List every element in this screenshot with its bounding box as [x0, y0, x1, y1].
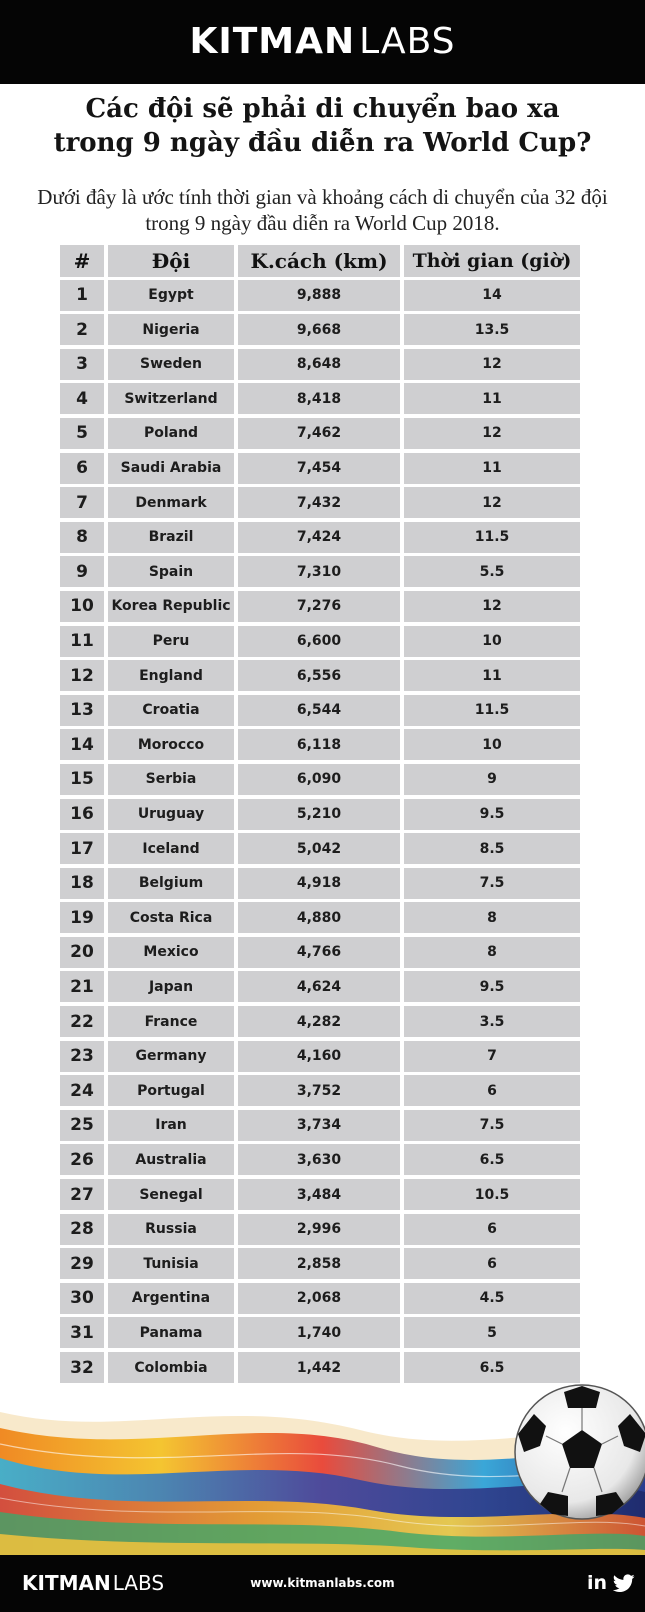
cell-time: 6: [404, 1214, 580, 1245]
table-row: [60, 556, 580, 591]
cell-time: 6.5: [404, 1144, 580, 1175]
footer-brand-light: LABS: [112, 1571, 165, 1595]
cell-rank: 1: [60, 280, 104, 311]
cell-team: Egypt: [108, 280, 234, 311]
page-subtitle: [0, 184, 645, 236]
table-row: [60, 1179, 580, 1214]
cell-time: 10: [404, 626, 580, 657]
cell-time: 8: [404, 902, 580, 933]
cell-team: Sweden: [108, 349, 234, 380]
cell-team: Korea Republic: [108, 591, 234, 622]
cell-team: Iceland: [108, 833, 234, 864]
table-row: [60, 383, 580, 418]
table-row: [60, 937, 580, 972]
table-row: [60, 971, 580, 1006]
cell-time: 10: [404, 729, 580, 760]
cell-distance: 7,310: [238, 556, 400, 587]
cell-rank: 30: [60, 1283, 104, 1314]
table-row: [60, 349, 580, 384]
cell-rank: 25: [60, 1110, 104, 1141]
cell-rank: 7: [60, 487, 104, 518]
cell-distance: 4,918: [238, 868, 400, 899]
cell-team: Australia: [108, 1144, 234, 1175]
cell-time: 4.5: [404, 1283, 580, 1314]
cell-distance: 6,556: [238, 660, 400, 691]
cell-rank: 20: [60, 937, 104, 968]
cell-team: Japan: [108, 971, 234, 1002]
cell-rank: 10: [60, 591, 104, 622]
cell-time: 7: [404, 1041, 580, 1072]
cell-rank: 31: [60, 1317, 104, 1348]
cell-distance: 3,484: [238, 1179, 400, 1210]
table-row: [60, 695, 580, 730]
cell-rank: 17: [60, 833, 104, 864]
table-row: [60, 1352, 580, 1387]
cell-rank: 32: [60, 1352, 104, 1383]
cell-rank: 28: [60, 1214, 104, 1245]
cell-distance: 6,118: [238, 729, 400, 760]
table-row: [60, 280, 580, 315]
table-row: [60, 487, 580, 522]
cell-time: 11.5: [404, 522, 580, 553]
cell-team: Portugal: [108, 1075, 234, 1106]
table-row: [60, 314, 580, 349]
cell-rank: 15: [60, 764, 104, 795]
cell-rank: 24: [60, 1075, 104, 1106]
twitter-icon[interactable]: [613, 1574, 635, 1593]
subtitle-line-2: trong 9 ngày đầu diễn ra World Cup 2018.: [145, 211, 500, 235]
table-row: [60, 764, 580, 799]
table-row: [60, 902, 580, 937]
cell-team: Senegal: [108, 1179, 234, 1210]
cell-distance: 8,418: [238, 383, 400, 414]
cell-time: 6: [404, 1075, 580, 1106]
cell-team: Colombia: [108, 1352, 234, 1383]
cell-rank: 8: [60, 522, 104, 553]
cell-team: Switzerland: [108, 383, 234, 414]
table-row: [60, 1214, 580, 1249]
cell-time: 6: [404, 1248, 580, 1279]
cell-time: 3.5: [404, 1006, 580, 1037]
cell-team: Iran: [108, 1110, 234, 1141]
cell-distance: 7,424: [238, 522, 400, 553]
cell-time: 7.5: [404, 1110, 580, 1141]
cell-rank: 5: [60, 418, 104, 449]
cell-time: 5: [404, 1317, 580, 1348]
table-row: [60, 522, 580, 557]
cell-distance: 7,276: [238, 591, 400, 622]
kitman-labs-logo: [189, 21, 456, 62]
cell-team: Costa Rica: [108, 902, 234, 933]
page-title: [0, 92, 645, 160]
table-row: [60, 1283, 580, 1318]
cell-time: 12: [404, 487, 580, 518]
cell-distance: 4,160: [238, 1041, 400, 1072]
cell-team: Argentina: [108, 1283, 234, 1314]
cell-time: 9.5: [404, 971, 580, 1002]
cell-time: 14: [404, 280, 580, 311]
cell-rank: 27: [60, 1179, 104, 1210]
cell-rank: 22: [60, 1006, 104, 1037]
cell-distance: 6,090: [238, 764, 400, 795]
column-header-distance: K.cách (km): [238, 245, 400, 277]
cell-distance: 1,740: [238, 1317, 400, 1348]
table-header-row: [60, 245, 580, 280]
cell-time: 11: [404, 453, 580, 484]
cell-team: England: [108, 660, 234, 691]
cell-distance: 3,630: [238, 1144, 400, 1175]
table-row: [60, 453, 580, 488]
column-header-time: Thời gian (giờ): [404, 245, 580, 277]
table-row: [60, 729, 580, 764]
column-header-rank: #: [60, 245, 104, 277]
travel-table: [60, 245, 580, 1387]
cell-rank: 18: [60, 868, 104, 899]
title-line-1: Các đội sẽ phải di chuyển bao xa: [85, 94, 560, 124]
table-row: [60, 660, 580, 695]
cell-team: Poland: [108, 418, 234, 449]
cell-rank: 6: [60, 453, 104, 484]
cell-distance: 4,282: [238, 1006, 400, 1037]
cell-team: Uruguay: [108, 799, 234, 830]
cell-team: Denmark: [108, 487, 234, 518]
table-row: [60, 799, 580, 834]
cell-time: 8.5: [404, 833, 580, 864]
cell-time: 11: [404, 383, 580, 414]
cell-distance: 5,210: [238, 799, 400, 830]
cell-rank: 16: [60, 799, 104, 830]
cell-distance: 9,668: [238, 314, 400, 345]
cell-distance: 7,432: [238, 487, 400, 518]
bottom-bar: [0, 1555, 645, 1612]
cell-time: 5.5: [404, 556, 580, 587]
cell-team: Saudi Arabia: [108, 453, 234, 484]
table-row: [60, 1248, 580, 1283]
cell-time: 12: [404, 591, 580, 622]
cell-rank: 26: [60, 1144, 104, 1175]
cell-time: 12: [404, 349, 580, 380]
cell-distance: 4,766: [238, 937, 400, 968]
cell-rank: 3: [60, 349, 104, 380]
cell-distance: 9,888: [238, 280, 400, 311]
cell-time: 6.5: [404, 1352, 580, 1383]
cell-rank: 13: [60, 695, 104, 726]
social-links: [587, 1572, 635, 1594]
table-row: [60, 833, 580, 868]
column-header-team: Đội: [108, 245, 234, 277]
linkedin-icon[interactable]: in: [586, 1572, 607, 1594]
cell-rank: 11: [60, 626, 104, 657]
cell-rank: 19: [60, 902, 104, 933]
cell-team: Tunisia: [108, 1248, 234, 1279]
cell-distance: 1,442: [238, 1352, 400, 1383]
cell-distance: 5,042: [238, 833, 400, 864]
cell-distance: 8,648: [238, 349, 400, 380]
cell-distance: 6,600: [238, 626, 400, 657]
table-row: [60, 868, 580, 903]
cell-distance: 4,624: [238, 971, 400, 1002]
cell-distance: 3,734: [238, 1110, 400, 1141]
table-row: [60, 418, 580, 453]
cell-team: Panama: [108, 1317, 234, 1348]
cell-distance: 7,462: [238, 418, 400, 449]
cell-rank: 4: [60, 383, 104, 414]
table-row: [60, 1317, 580, 1352]
cell-distance: 2,858: [238, 1248, 400, 1279]
cell-team: Brazil: [108, 522, 234, 553]
table-row: [60, 1006, 580, 1041]
cell-time: 12: [404, 418, 580, 449]
table-row: [60, 1075, 580, 1110]
cell-rank: 29: [60, 1248, 104, 1279]
cell-team: Spain: [108, 556, 234, 587]
cell-rank: 12: [60, 660, 104, 691]
table-row: [60, 1144, 580, 1179]
cell-rank: 14: [60, 729, 104, 760]
cell-team: Mexico: [108, 937, 234, 968]
logo-brand-light: LABS: [359, 21, 456, 62]
cell-team: Germany: [108, 1041, 234, 1072]
cell-time: 13.5: [404, 314, 580, 345]
cell-rank: 2: [60, 314, 104, 345]
title-line-2: trong 9 ngày đầu diễn ra World Cup?: [53, 128, 592, 158]
table-row: [60, 591, 580, 626]
cell-team: Morocco: [108, 729, 234, 760]
cell-distance: 2,068: [238, 1283, 400, 1314]
cell-time: 11.5: [404, 695, 580, 726]
cell-rank: 9: [60, 556, 104, 587]
table-row: [60, 1110, 580, 1145]
website-link[interactable]: www.kitmanlabs.com: [250, 1576, 395, 1590]
cell-distance: 6,544: [238, 695, 400, 726]
cell-team: Croatia: [108, 695, 234, 726]
cell-team: France: [108, 1006, 234, 1037]
cell-time: 10.5: [404, 1179, 580, 1210]
cell-rank: 23: [60, 1041, 104, 1072]
cell-time: 11: [404, 660, 580, 691]
logo-brand-bold: KITMAN: [189, 21, 356, 62]
table-row: [60, 1041, 580, 1076]
cell-time: 9: [404, 764, 580, 795]
cell-team: Nigeria: [108, 314, 234, 345]
subtitle-line-1: Dưới đây là ước tính thời gian và khoảng cách di chuyển của 32 đội: [37, 185, 608, 209]
top-banner: [0, 0, 645, 84]
cell-time: 9.5: [404, 799, 580, 830]
footer-brand-bold: KITMAN: [22, 1571, 111, 1595]
cell-distance: 4,880: [238, 902, 400, 933]
cell-time: 8: [404, 937, 580, 968]
cell-distance: 3,752: [238, 1075, 400, 1106]
cell-time: 7.5: [404, 868, 580, 899]
table-row: [60, 626, 580, 661]
cell-rank: 21: [60, 971, 104, 1002]
cell-team: Peru: [108, 626, 234, 657]
cell-distance: 2,996: [238, 1214, 400, 1245]
cell-team: Belgium: [108, 868, 234, 899]
cell-distance: 7,454: [238, 453, 400, 484]
cell-team: Serbia: [108, 764, 234, 795]
cell-team: Russia: [108, 1214, 234, 1245]
soccer-ball-icon: [512, 1382, 645, 1522]
